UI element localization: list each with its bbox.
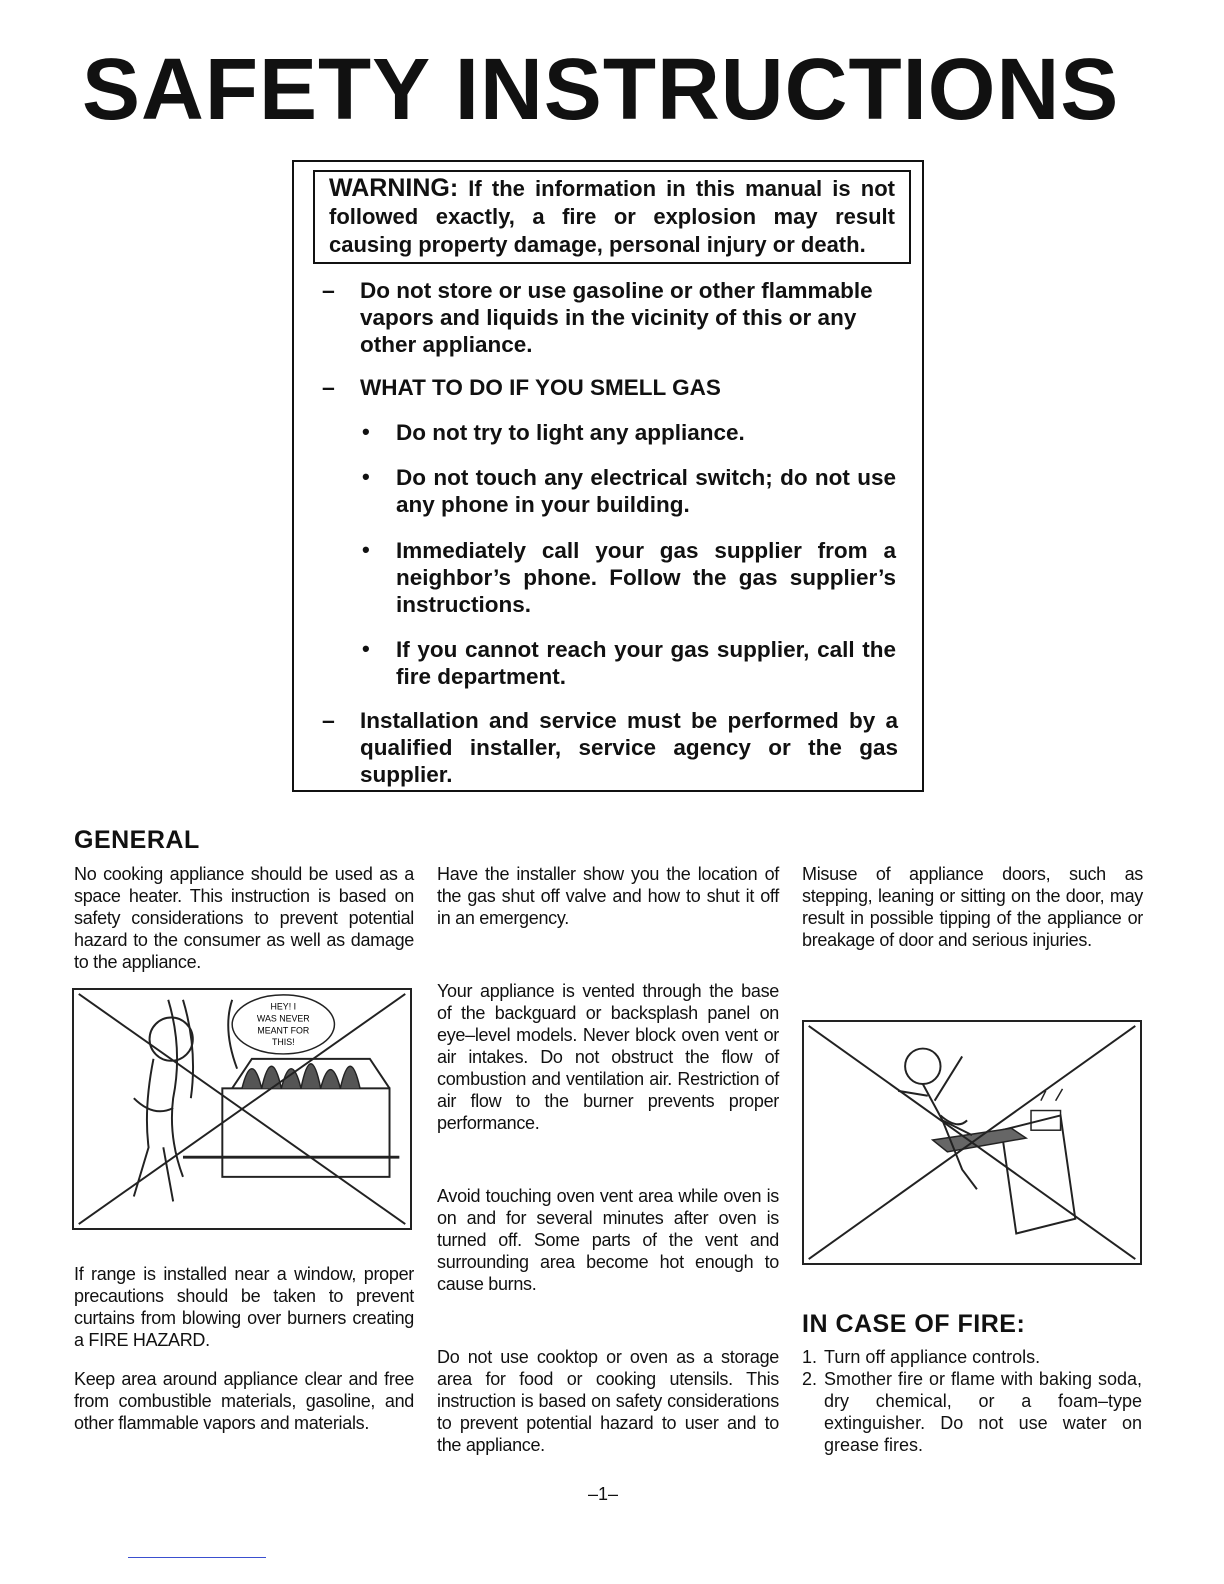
- bubble-line-1: HEY! I: [270, 1001, 297, 1012]
- general-vent-hot: Avoid touching oven vent area while oven is on and for several minutes after oven is turned off. Some parts of the vent and surrounding area become hot enough to cause burns.: [437, 1186, 779, 1294]
- figure-door-tipping: [802, 1020, 1142, 1265]
- warning-qualified-installer: Installation and service must be performed by a qualified installer, service agency or the gas supplier.: [360, 708, 898, 787]
- general-shutoff-valve: Have the installer show you the location of the gas shut off valve and how to shut it off in an emergency.: [437, 864, 779, 928]
- fire-heading: IN CASE OF FIRE:: [802, 1310, 1026, 1338]
- bullet-marker: •: [362, 537, 370, 562]
- general-keep-clear: Keep area around appliance clear and free from combustible materials, gasoline, and other flammable vapors and materials.: [74, 1369, 414, 1433]
- fire-step-controls: Turn off appliance controls.: [824, 1347, 1041, 1367]
- footer-rule: [128, 1557, 266, 1558]
- curtain-illustration: [74, 990, 410, 1228]
- general-venting: Your appliance is vented through the base of the backguard or backsplash panel on eye–level models. Never block oven vent or air intakes. Do not obstruct the flow of combustion and ventilation air. Restriction of air flow to the burner prevents proper performance.: [437, 981, 779, 1133]
- bullet-marker: •: [362, 464, 370, 489]
- bubble-line-2: WAS NEVER: [256, 1013, 310, 1024]
- bullet-marker: •: [362, 636, 370, 661]
- figure-curtain-hazard: [72, 988, 412, 1230]
- page-title: SAFETY INSTRUCTIONS: [82, 41, 1120, 138]
- warning-no-flammables: Do not store or use gasoline or other flammable vapors and liquids in the vicinity of this or any other appliance.: [360, 278, 873, 357]
- general-door-misuse: Misuse of appliance doors, such as stepping, leaning or sitting on the door, may result in possible tipping of the appliance or breakage of door and serious injuries.: [802, 864, 1143, 950]
- gas-step-no-light: Do not try to light any appliance.: [396, 420, 745, 445]
- dash-marker: –: [322, 277, 335, 303]
- gas-step-no-switch: Do not touch any electrical switch; do not use any phone in your building.: [396, 465, 896, 517]
- warning-statement: [313, 170, 911, 264]
- warning-text: If the information in this manual is not followed exactly, a fire or explosion may result causing property damage, personal injury or death.: [329, 176, 895, 257]
- fire-step-smother: Smother fire or flame with baking soda, dry chemical, or a foam–type extinguisher. Do not use water on grease fires.: [824, 1369, 1142, 1455]
- dash-marker: –: [322, 374, 335, 400]
- door-tipping-illustration: [804, 1022, 1140, 1263]
- gas-step-call-supplier: Immediately call your gas supplier from a neighbor’s phone. Follow the gas supplier’s instructions.: [396, 538, 896, 617]
- fire-step-number: 1.: [802, 1347, 818, 1367]
- bubble-line-4: THIS!: [272, 1037, 295, 1048]
- warning-smell-gas-heading: WHAT TO DO IF YOU SMELL GAS: [360, 375, 721, 400]
- general-heading: GENERAL: [74, 826, 200, 854]
- dash-marker: –: [322, 707, 335, 733]
- page-number: –1–: [588, 1484, 619, 1504]
- general-window-curtains: If range is installed near a window, proper precautions should be taken to prevent curtains from blowing over burners creating a FIRE HAZARD.: [74, 1264, 414, 1350]
- general-space-heater: No cooking appliance should be used as a space heater. This instruction is based on safety considerations to prevent potential hazard to the consumer as well as damage to the appliance.: [74, 864, 414, 972]
- bullet-marker: •: [362, 419, 370, 444]
- fire-step-number: 2.: [802, 1369, 818, 1389]
- warning-label: WARNING:: [329, 174, 459, 202]
- general-no-storage: Do not use cooktop or oven as a storage area for food or cooking utensils. This instruction is based on safety considerations to prevent potential hazard to user and to the appliance.: [437, 1347, 779, 1455]
- gas-step-fire-dept: If you cannot reach your gas supplier, call the fire department.: [396, 637, 896, 689]
- bubble-line-3: MEANT FOR: [257, 1025, 310, 1036]
